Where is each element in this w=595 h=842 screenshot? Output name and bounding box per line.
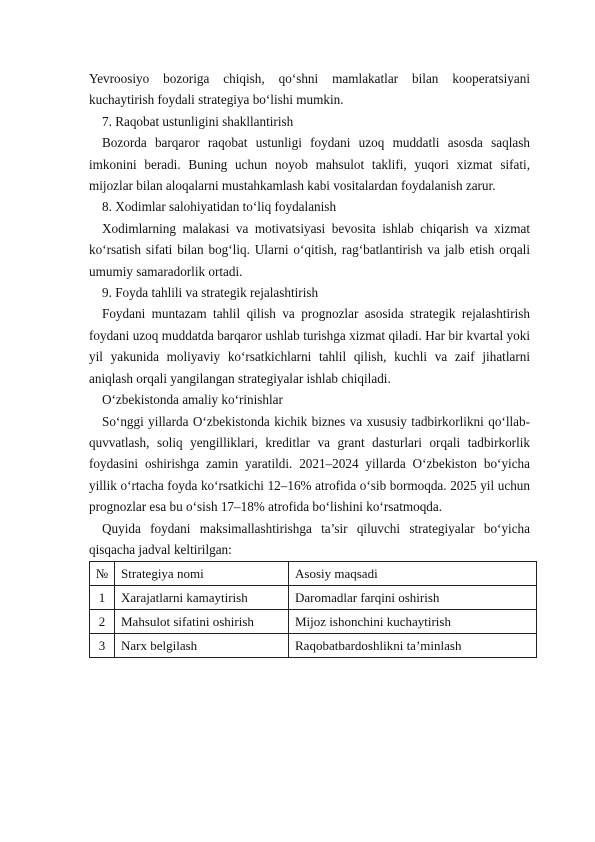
heading-xodimlar: 8. Xodimlar salohiyatidan to‘liq foydalanish — [102, 199, 337, 215]
paragraph-xodimlar: Xodimlarning malakasi va motivatsiyasi bevosita ishlab chiqarish va xizmat ko‘rsatish sifati bilan bog‘liq. Ularni o‘qitish, rag‘batlantirish va jalb etish orqali umumiy samaradorlik ortadi. — [89, 220, 530, 279]
table-cell: Raqobatbardoshlikni ta’minlash — [289, 634, 537, 658]
table-cell: Xarajatlarni kamaytirish — [115, 586, 289, 610]
table-cell: 1 — [90, 586, 115, 610]
table-row — [90, 610, 537, 634]
strategy-table — [89, 561, 537, 658]
document-page — [89, 68, 530, 658]
paragraph-foyda-tahlili: Foydani muntazam tahlil qilish va prognozlar asosida strategik rejalashtirish foydani uzoq muddatda barqaror ushlab turishga xizmat qiladi. Har bir kvartal yoki yil yakunida moliyaviy ko‘rsatkichlarni tahlil qilish, kuchli va zaif jihatlarni aniqlash orqali yangilangan strategiyalar ishlab chiqiladi. — [89, 306, 530, 386]
paragraph-ozbekiston: So‘nggi yillarda O‘zbekistonda kichik biznes va xususiy tadbirkorlikni qo‘llab-quvvatlash, soliq yengilliklari, kreditlar va grant dasturlari orqali tadbirkorlik foydasini oshirishga zamin yaratildi. 2021–2024 yillarda O‘zbekiston bo‘yicha yillik o‘rtacha foyda ko‘rsatkichi 12–16% atrofida o‘sib bormoqda. 2025 yil uchun prognozlar esa bu o‘sish 17–18% atrofida bo‘lishini ko‘rsatmoqda. — [89, 413, 530, 515]
table-cell: Narx belgilash — [115, 634, 289, 658]
table-cell: 3 — [90, 634, 115, 658]
table-row — [90, 634, 537, 658]
table-header-cell: № — [90, 562, 115, 586]
paragraph-raqobat: Bozorda barqaror raqobat ustunligi foydani uzoq muddatli asosda saqlash imkonini beradi. Buning uchun noyob mahsulot taklifi, yuqori xizmat sifati, mijozlar bilan aloqalarni mustahkamlash kabi vositalardan foydalanish zarur. — [89, 135, 530, 194]
table-row — [90, 586, 537, 610]
heading-ozbekiston: O‘zbekistonda amaliy ko‘rinishlar — [102, 392, 283, 408]
heading-raqobat-ustunligi: 7. Raqobat ustunligini shakllantirish — [102, 113, 294, 129]
table-header-row — [90, 562, 537, 586]
table-cell: Mijoz ishonchini kuchaytirish — [289, 610, 537, 634]
heading-foyda-tahlili: 9. Foyda tahlili va strategik rejalashtirish — [102, 285, 319, 301]
table-cell: Mahsulot sifatini oshirish — [115, 610, 289, 634]
table-cell: 2 — [90, 610, 115, 634]
table-header-cell: Asosiy maqsadi — [289, 562, 537, 586]
table-cell: Daromadlar farqini oshirish — [289, 586, 537, 610]
paragraph-jadval-intro: Quyida foydani maksimallashtirishga ta’sir qiluvchi strategiyalar bo‘yicha qisqacha jadval keltirilgan: — [89, 520, 530, 557]
paragraph-intro: Yevroosiyo bozoriga chiqish, qo‘shni mamlakatlar bilan kooperatsiyani kuchaytirish foydali strategiya bo‘lishi mumkin. — [89, 71, 530, 108]
table-header-cell: Strategiya nomi — [115, 562, 289, 586]
